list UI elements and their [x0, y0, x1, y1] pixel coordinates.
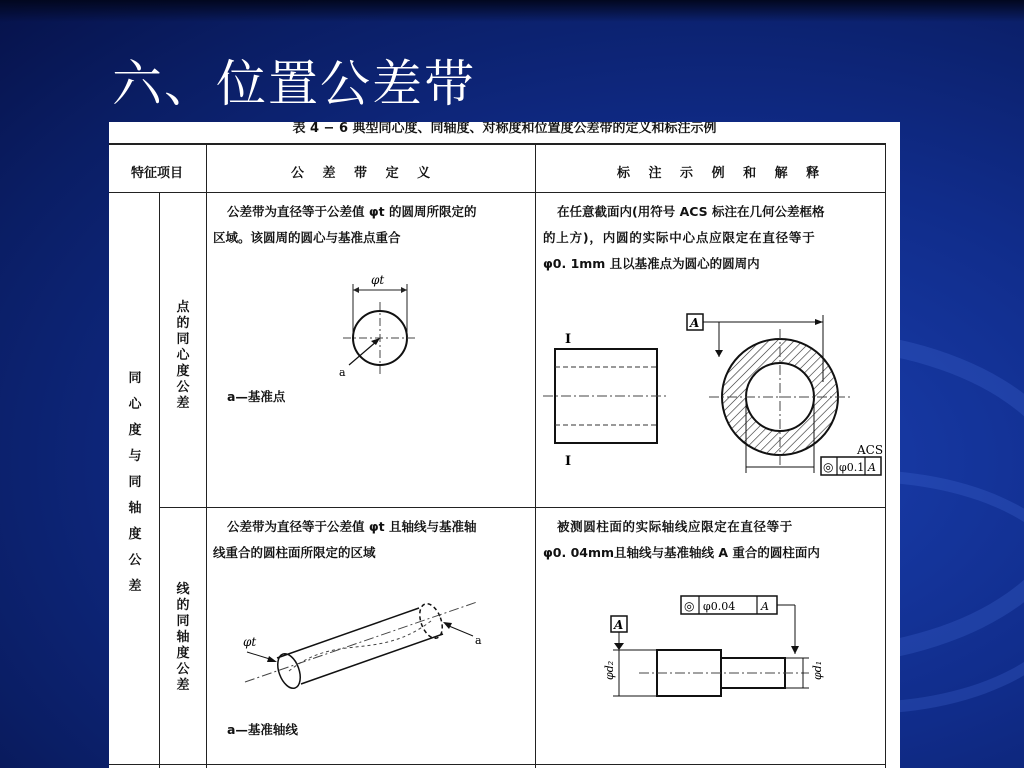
- datum-letter: A: [614, 618, 624, 632]
- header-feature: 特征项目: [131, 166, 184, 181]
- table-image: [109, 122, 900, 768]
- table-right-edge: [885, 143, 886, 768]
- row-divider: [159, 507, 885, 508]
- section-mark: I: [565, 454, 572, 469]
- pointer-label: a: [339, 366, 346, 379]
- table-caption: 表 4 − 6 典型同心度、同轴度、对称度和位置度公差带的定义和标注示例: [292, 122, 717, 136]
- row1-example-line: 的上方)，内圆的实际中心点应限定在直径等于: [543, 230, 816, 245]
- coaxiality-symbol: ◎: [684, 599, 695, 613]
- coaxial-example-drawing: [599, 592, 839, 702]
- row2-definition-line: 公差带为直径等于公差值 φt 且轴线与基准轴: [227, 519, 477, 534]
- concentricity-symbol: ◎: [823, 460, 834, 474]
- section-mark: I: [565, 332, 572, 347]
- row2-example-line: 被测圆柱面的实际轴线应限定在直径等于: [557, 519, 793, 534]
- table-top-rule: [109, 143, 885, 145]
- row2-sub-label: 线的同轴度公差: [176, 582, 190, 693]
- group-label: 同心度与同轴度公差: [128, 371, 142, 594]
- row1-example-line: φ0. 1mm 且以基准点为圆心的圆周内: [543, 256, 760, 271]
- row2-note: a—基准轴线: [227, 722, 298, 737]
- row1-sub-label: 点的同心度公差: [176, 300, 190, 411]
- row1-note: a—基准点: [227, 389, 286, 404]
- datum-ref: A: [761, 600, 769, 613]
- row1-example-line: 在任意截面内(用符号 ACS 标注在几何公差框格: [557, 204, 825, 219]
- row1-definition-line: 区域。该圆周的圆心与基准点重合: [213, 230, 401, 245]
- header-definition: 公 差 带 定 义: [291, 166, 431, 181]
- row2-example-line: φ0. 04mm且轴线与基准轴线 A 重合的圆柱面内: [543, 545, 820, 560]
- slide-title: 六、位置公差带: [112, 55, 476, 113]
- header-example: 标 注 示 例 和 解 释: [617, 166, 820, 181]
- tolerance-value: φ0.04: [703, 600, 736, 613]
- row-divider: [109, 764, 885, 765]
- row2-definition-line: 线重合的圆柱面所限定的区域: [213, 545, 376, 560]
- concentric-point-diagram: [329, 270, 439, 380]
- acs-label: ACS: [857, 443, 884, 457]
- tolerance-value: φ0.1: [839, 461, 865, 474]
- column-divider: [206, 143, 207, 768]
- dim-right: φd₁: [811, 660, 824, 680]
- acs-example-drawing: [539, 307, 885, 477]
- dim-label: φt: [371, 273, 385, 287]
- pointer-label: a: [475, 634, 482, 647]
- row1-definition-line: 公差带为直径等于公差值 φt 的圆周所限定的: [227, 204, 477, 219]
- datum-ref: A: [868, 461, 876, 474]
- dim-label: φt: [243, 635, 257, 649]
- coaxial-cylinder-diagram: [237, 592, 497, 692]
- column-divider: [535, 143, 536, 768]
- dim-left: φd₂: [603, 660, 616, 680]
- top-band: [0, 0, 1024, 22]
- datum-letter: A: [690, 316, 700, 330]
- column-divider: [159, 193, 160, 768]
- header-rule: [109, 192, 885, 193]
